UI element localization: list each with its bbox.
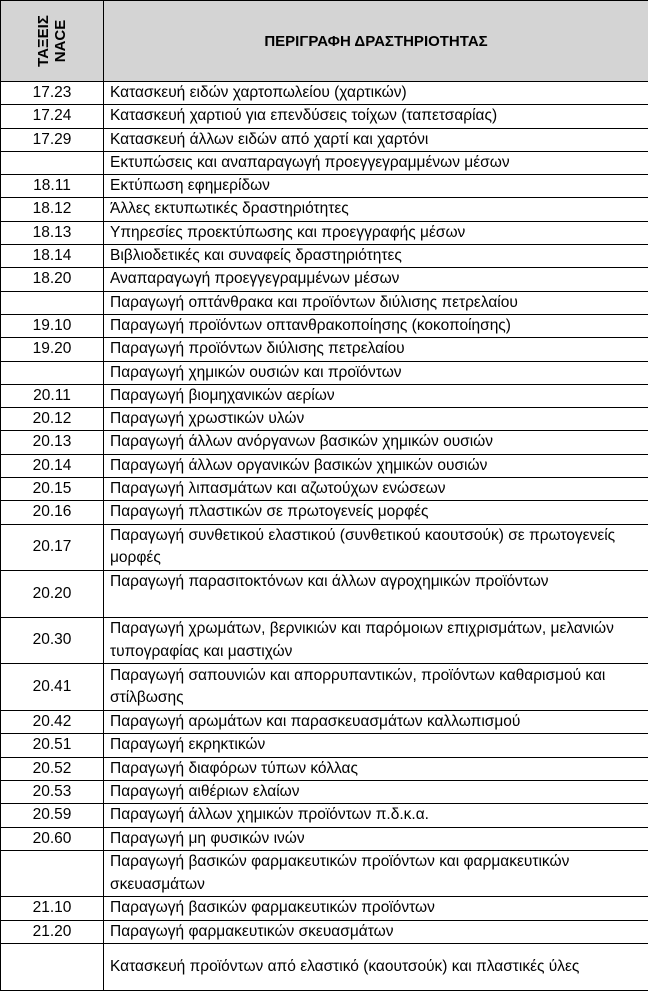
table-row — [1, 734, 648, 757]
table-row — [1, 478, 648, 501]
table-header-row — [1, 1, 648, 82]
activity-description-cell: Παραγωγή βιομηχανικών αερίων — [104, 384, 648, 407]
nace-code-cell: 18.13 — [1, 221, 104, 244]
activity-description-cell: Παραγωγή λιπασμάτων και αζωτούχων ενώσεων — [104, 478, 648, 501]
nace-code-cell: 21.10 — [1, 897, 104, 920]
table-row — [1, 128, 648, 151]
table-row — [1, 501, 648, 524]
table-row — [1, 291, 648, 314]
activity-description-cell: Παραγωγή πλαστικών σε πρωτογενείς μορφές — [104, 501, 648, 524]
nace-code-cell — [1, 850, 104, 897]
nace-code-cell: 20.52 — [1, 757, 104, 780]
table-row — [1, 338, 648, 361]
nace-code-cell — [1, 151, 104, 174]
activity-description-cell: Άλλες εκτυπωτικές δραστηριότητες — [104, 198, 648, 221]
nace-code-cell: 19.20 — [1, 338, 104, 361]
table-row — [1, 780, 648, 803]
nace-code-cell: 20.60 — [1, 827, 104, 850]
table-row — [1, 361, 648, 384]
nace-code-cell: 20.20 — [1, 571, 104, 618]
activity-description-cell: Παραγωγή άλλων χημικών προϊόντων π.δ.κ.α. — [104, 804, 648, 827]
table-row — [1, 408, 648, 431]
nace-code-cell — [1, 361, 104, 384]
nace-code-cell: 20.14 — [1, 454, 104, 477]
activity-description-cell: Κατασκευή χαρτιού για επενδύσεις τοίχων (ταπετσαρίας) — [104, 105, 648, 128]
activity-description-cell: Κατασκευή άλλων ειδών από χαρτί και χαρτόνι — [104, 128, 648, 151]
nace-code-cell: 20.59 — [1, 804, 104, 827]
table-row — [1, 268, 648, 291]
table-row — [1, 711, 648, 734]
table-body — [1, 82, 648, 991]
nace-code-cell: 21.20 — [1, 920, 104, 943]
activity-description-cell: Παραγωγή οπτάνθρακα και προϊόντων διύλισης πετρελαίου — [104, 291, 648, 314]
nace-code-cell: 20.51 — [1, 734, 104, 757]
table-row — [1, 105, 648, 128]
activity-description-cell: Παραγωγή βασικών φαρμακευτικών προϊόντων — [104, 897, 648, 920]
table-row — [1, 175, 648, 198]
nace-code-cell: 20.16 — [1, 501, 104, 524]
table-row — [1, 454, 648, 477]
table-row — [1, 151, 648, 174]
table-row — [1, 757, 648, 780]
nace-code-cell: 20.17 — [1, 524, 104, 571]
table-row — [1, 664, 648, 711]
activity-description-cell: Παραγωγή χημικών ουσιών και προϊόντων — [104, 361, 648, 384]
activity-description-cell: Παραγωγή εκρηκτικών — [104, 734, 648, 757]
table-row — [1, 804, 648, 827]
table-row — [1, 82, 648, 105]
nace-code-cell: 20.12 — [1, 408, 104, 431]
nace-code-cell — [1, 943, 104, 990]
activity-description-cell: Παραγωγή αρωμάτων και παρασκευασμάτων καλλωπισμού — [104, 711, 648, 734]
nace-code-cell: 20.15 — [1, 478, 104, 501]
nace-code-cell: 17.23 — [1, 82, 104, 105]
activity-description-cell: Παραγωγή μη φυσικών ινών — [104, 827, 648, 850]
table-row — [1, 198, 648, 221]
activity-description-cell: Παραγωγή παρασιτοκτόνων και άλλων αγροχημικών προϊόντων — [104, 571, 648, 618]
activity-description-cell: Παραγωγή αιθέριων ελαίων — [104, 780, 648, 803]
activity-description-cell: Παραγωγή διαφόρων τύπων κόλλας — [104, 757, 648, 780]
nace-code-cell: 18.11 — [1, 175, 104, 198]
nace-code-cell: 20.53 — [1, 780, 104, 803]
nace-code-cell: 20.30 — [1, 617, 104, 664]
column-header-description: ΠΕΡΙΓΡΑΦΗ ΔΡΑΣΤΗΡΙΟΤΗΤΑΣ — [104, 1, 648, 82]
nace-code-cell: 20.11 — [1, 384, 104, 407]
table-row — [1, 850, 648, 897]
nace-code-cell: 17.29 — [1, 128, 104, 151]
nace-code-cell: 18.14 — [1, 245, 104, 268]
activity-description-cell: Υπηρεσίες προεκτύπωσης και προεγγραφής μέσων — [104, 221, 648, 244]
table-row — [1, 920, 648, 943]
activity-description-cell: Παραγωγή άλλων οργανικών βασικών χημικών ουσιών — [104, 454, 648, 477]
activity-description-cell: Παραγωγή προϊόντων διύλισης πετρελαίου — [104, 338, 648, 361]
table-row — [1, 943, 648, 990]
activity-description-cell: Βιβλιοδετικές και συναφείς δραστηριότητες — [104, 245, 648, 268]
nace-code-cell: 20.42 — [1, 711, 104, 734]
table-row — [1, 431, 648, 454]
table-row — [1, 617, 648, 664]
nace-code-cell: 18.20 — [1, 268, 104, 291]
table-row — [1, 897, 648, 920]
activity-description-cell: Παραγωγή άλλων ανόργανων βασικών χημικών ουσιών — [104, 431, 648, 454]
nace-code-cell — [1, 291, 104, 314]
table-row — [1, 524, 648, 571]
table-row — [1, 384, 648, 407]
nace-code-cell: 19.10 — [1, 314, 104, 337]
activity-description-cell: Αναπαραγωγή προεγγεγραμμένων μέσων — [104, 268, 648, 291]
column-header-nace-codes — [1, 1, 104, 82]
activity-description-cell: Παραγωγή συνθετικού ελαστικού (συνθετικού καουτσούκ) σε πρωτογενείς μορφές — [104, 524, 648, 571]
activity-description-cell: Εκτυπώσεις και αναπαραγωγή προεγγεγραμμένων μέσων — [104, 151, 648, 174]
activity-description-cell: Παραγωγή φαρμακευτικών σκευασμάτων — [104, 920, 648, 943]
table-row — [1, 221, 648, 244]
table-row — [1, 314, 648, 337]
column-header-code-line2: NACE — [52, 19, 69, 63]
activity-description-cell: Εκτύπωση εφημερίδων — [104, 175, 648, 198]
activity-description-cell: Παραγωγή χρωστικών υλών — [104, 408, 648, 431]
activity-description-cell: Παραγωγή σαπουνιών και απορρυπαντικών, προϊόντων καθαρισμού και στίλβωσης — [104, 664, 648, 711]
table-row — [1, 827, 648, 850]
activity-description-cell: Παραγωγή προϊόντων οπτανθρακοποίησης (κοκοποίησης) — [104, 314, 648, 337]
table-row — [1, 245, 648, 268]
nace-code-cell: 17.24 — [1, 105, 104, 128]
nace-code-cell: 20.13 — [1, 431, 104, 454]
table-row — [1, 571, 648, 618]
activity-description-cell: Κατασκευή προϊόντων από ελαστικό (καουτσούκ) και πλαστικές ύλες — [104, 943, 648, 990]
activity-description-cell: Παραγωγή βασικών φαρμακευτικών προϊόντων και φαρμακευτικών σκευασμάτων — [104, 850, 648, 897]
activity-description-cell: Παραγωγή χρωμάτων, βερνικιών και παρόμοιων επιχρισμάτων, μελανιών τυπογραφίας και μαστιχών — [104, 617, 648, 664]
nace-code-cell: 20.41 — [1, 664, 104, 711]
column-header-code-line1: ΤΑΞΕΙΣ — [35, 15, 52, 67]
activity-description-cell: Κατασκευή ειδών χαρτοπωλείου (χαρτικών) — [104, 82, 648, 105]
nace-code-cell: 18.12 — [1, 198, 104, 221]
